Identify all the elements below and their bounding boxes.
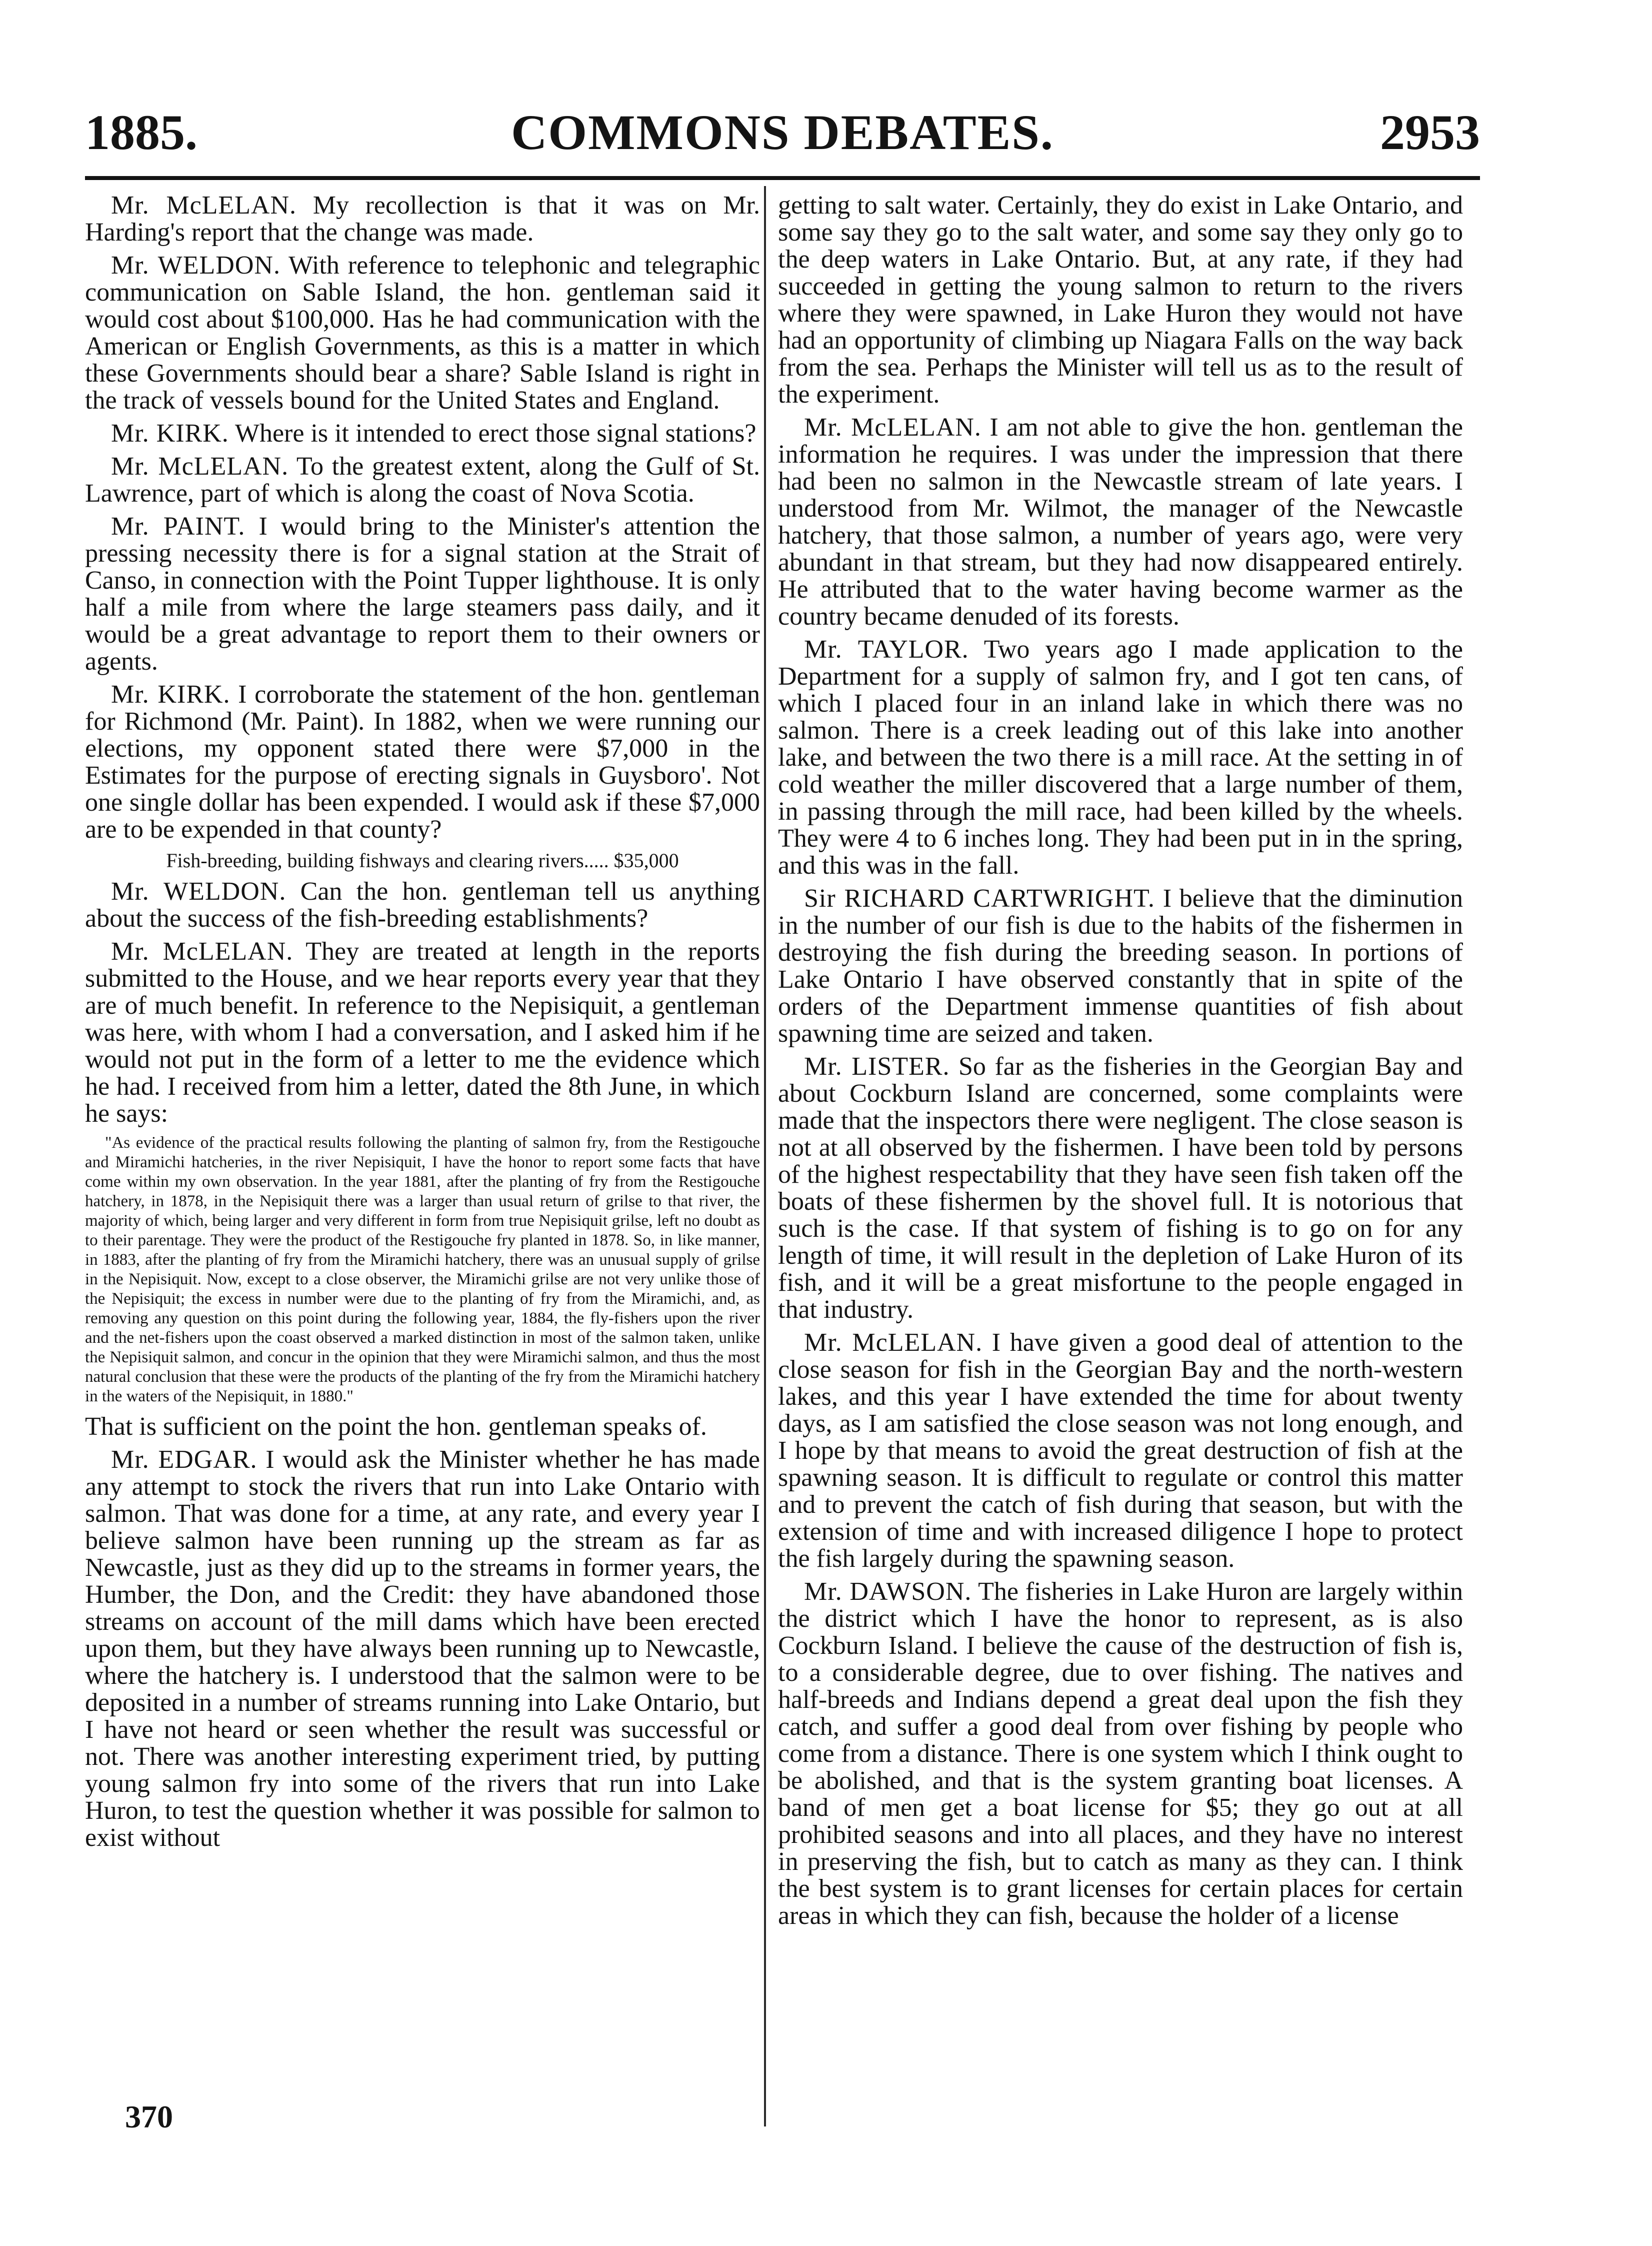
paragraph <box>85 252 760 414</box>
paragraph-text: To the greatest extent, along the Gulf of St. Lawrence, part of which is along the coast of Nova Scotia. <box>85 452 760 508</box>
column-divider <box>764 186 766 2126</box>
speaker-name: Mr. EDGAR. <box>111 1445 258 1474</box>
paragraph-text: I have given a good deal of attention to the close season for fish in the Georgian Bay and the north-western lakes, and this year I have extended the time for about twenty days, as I am satisfied the close season was not long enough, and I hope by that means to avoid the great destruction of fish at the spawning season. It is difficult to regulate or control this matter and to prevent the catch of fish during that season, but with the extension of time and with increased diligence I hope to protect the fish largely during the spawning season. <box>778 1328 1463 1573</box>
speaker-name: Mr. TAYLOR. <box>804 635 969 664</box>
speaker-name: Mr. WELDON. <box>111 251 280 280</box>
speaker-name: Mr. McLELAN. <box>804 1328 983 1357</box>
right-column <box>778 192 1463 1935</box>
page-header <box>85 105 1480 165</box>
paragraph <box>778 414 1463 630</box>
header-year: 1885. <box>85 105 198 160</box>
paragraph <box>85 453 760 507</box>
estimate-item: Fish-breeding, building fishways and clearing rivers..... $35,000 <box>166 849 679 872</box>
speaker-name: Mr. McLELAN. <box>111 937 294 966</box>
speaker-name: Mr. WELDON. <box>111 877 286 906</box>
speaker-name: Mr. DAWSON. <box>804 1577 972 1606</box>
paragraph-text: I would bring to the Minister's attention the pressing necessity there is for a signal station at the Strait of Canso, in connection with the Point Tupper lighthouse. It is only half a mile from where the large steamers pass daily, and it would be a great advantage to report them to their owners or agents. <box>85 512 760 676</box>
speaker-name: Sir RICHARD CARTWRIGHT. <box>804 884 1155 913</box>
paragraph <box>778 885 1463 1047</box>
paragraph <box>85 1446 760 1851</box>
quoted-letter: "As evidence of the practical results following the planting of salmon fry, from the Restigouche and Miramichi hatcheries, in the river Nepisiquit, I have the honor to report some facts that have come within my own observation. In the year 1881, after the planting of fry from the Restigouche hatchery, in 1878, in the Nepisiquit there was a larger than usual return of grilse to that river, the majority of which, being larger and very different in form from true Nepisiquit grilse, left no doubt as to their parentage. They were the product of the Restigouche fry planted in 1878. So, in like manner, in 1883, after the planting of fry from the Miramichi hatchery, there was an unusual supply of grilse in the Nepisiquit. Now, except to a close observer, the Miramichi grilse are not very unlike those of the Nepisiquit; the excess in number were due to the planting of fry from the Miramichi, and, as removing any question on this point during the following year, 1884, the fly-fishers upon the river and the net-fishers upon the coast observed a marked distinction in most of the salmon taken, unlike the Nepisiquit salmon, and concur in the opinion that they were Miramichi salmon, and thus the most natural conclusion that these were the products of the planting of the fry from the Miramichi hatchery in the waters of the Nepisiquit, in 1880." <box>85 1134 760 1405</box>
header-title: COMMONS DEBATES. <box>511 105 1054 160</box>
paragraph <box>85 513 760 675</box>
paragraph <box>778 636 1463 879</box>
paragraph <box>85 878 760 932</box>
paragraph <box>778 1053 1463 1323</box>
paragraph-text: I corroborate the statement of the hon. gentleman for Richmond (Mr. Paint). In 1882, when we were running our elections, my opponent stated there were $7,000 in the Estimates for the purpose of erecting signals in Guysboro'. Not one single dollar has been expended. I would ask if these $7,000 are to be expended in that county? <box>85 680 760 844</box>
paragraph-text: Two years ago I made application to the Department for a supply of salmon fry, and I got ten cans, of which I placed four in an inland lake in which there was no salmon. There is a creek leading out of this lake into another lake, and between the two there is a mill race. At the setting in of cold weather the miller discovered that a large number of them, in passing through the mill race, had been killed by the wheels. They were 4 to 6 inches long. They had been put in in the spring, and this was in the fall. <box>778 635 1464 880</box>
header-rule <box>85 176 1480 180</box>
paragraph <box>85 420 760 447</box>
signature-number: 370 <box>125 2099 173 2134</box>
paragraph-text: getting to salt water. Certainly, they do exist in Lake Ontario, and some say they go to the salt water, and some say they only go to the deep waters in Lake Ontario. But, at any rate, if they had succeeded in getting the young salmon to return to the rivers where they were spawned, in Lake Huron they would not have had an opportunity of climbing up Niagara Falls on the way back from the sea. Perhaps the Minister will tell us as to the result of the experiment. <box>778 191 1463 409</box>
paragraph-text: With reference to telephonic and telegraphic communication on Sable Island, the hon. gentleman said it would cost about $100,000. Has he had communication with the American or English Governments, as this is a matter in which these Governments should bear a share? Sable Island is right in the track of vessels bound for the United States and England. <box>85 251 760 415</box>
paragraph <box>778 192 1463 408</box>
paragraph-text: I believe that the diminution in the number of our fish is due to the habits of the fishermen in destroying the fish during the breeding season. In portions of Lake Ontario I have observed constantly that in spite of the orders of the Department immense quantities of fish about spawning time are seized and taken. <box>778 884 1463 1048</box>
paragraph-text: The fisheries in Lake Huron are largely within the district which I have the honor to represent, as is also Cockburn Island. I believe the cause of the destruction of fish is, to a considerable degree, due to over fishing. The natives and half-breeds and Indians depend a great deal upon the fish they catch, and suffer a good deal from over fishing by people who come from a distance. There is one system which I think ought to be abolished, and that is the system granting boat licenses. A band of men get a boat license for $5; they go out at all prohibited seasons and into all places, and they have no interest in preserving the fish, but to catch as many as they can. I think the best system is to grant licenses for certain places for certain areas in which they can fish, because the holder of a license <box>778 1577 1464 1930</box>
paragraph-text: Can the hon. gentleman tell us anything about the success of the fish-breeding establishments? <box>85 877 760 933</box>
paragraph-text: Where is it intended to erect those signal stations? <box>234 419 756 448</box>
speaker-name: Mr. KIRK. <box>111 419 229 448</box>
paragraph <box>778 1578 1463 1929</box>
speaker-name: Mr. McLELAN. <box>111 452 289 481</box>
paragraph <box>85 681 760 843</box>
speaker-name: Mr. KIRK. <box>111 680 230 709</box>
paragraph-text: They are treated at length in the reports submitted to the House, and we hear reports every year that they are of much benefit. In reference to the Nepisiquit, a gentleman was here, with whom I had a conversation, and I asked him if he would not put in the form of a letter to me the evidence which he had. I received from him a letter, dated the 8th June, in which he says: <box>85 937 760 1128</box>
paragraph-text: I would ask the Minister whether he has made any attempt to stock the rivers that run into Lake Ontario with salmon. That was done for a time, at any rate, and every year I believe salmon have been running up the stream as far as Newcastle, just as they did up to the streams in former years, the Humber, the Don, and the Credit: they have abandoned those streams on account of the mill dams which have been erected upon them, but they have always been running up to Newcastle, where the hatchery is. I understood that the salmon were to be deposited in a number of streams running into Lake Ontario, but I have not heard or seen whether the result was successful or not. There was another interesting experiment tried, by putting young salmon fry into some of the rivers that run into Lake Huron, to test the question whether it was possible for salmon to exist without <box>85 1445 760 1852</box>
paragraph <box>85 938 760 1127</box>
header-page-number: 2953 <box>1380 105 1480 160</box>
speaker-name: Mr. PAINT. <box>111 512 246 541</box>
speaker-name: Mr. McLELAN. <box>804 413 982 442</box>
speaker-name: Mr. McLELAN. <box>111 191 297 220</box>
paragraph-text: I am not able to give the hon. gentleman the information he requires. I was under the impression that there had been no salmon in the Newcastle stream of late years. I understood from Mr. Wilmot, the manager of the Newcastle hatchery, that those salmon, a number of years ago, were very abundant in that stream, but they had now disappeared entirely. He attributed that to the water having become warmer as the country became denuded of its forests. <box>778 413 1463 631</box>
paragraph <box>85 192 760 246</box>
speaker-name: Mr. LISTER. <box>804 1052 950 1081</box>
paragraph-text: My recollection is that it was on Mr. Harding's report that the change was made. <box>85 191 760 247</box>
paragraph <box>85 1413 760 1440</box>
paragraph <box>778 1329 1463 1572</box>
left-column <box>85 192 760 1857</box>
paragraph-text: So far as the fisheries in the Georgian Bay and about Cockburn Island are concerned, some complaints were made that the inspectors there were negligent. The close season is not at all observed by the fishermen. I have been told by persons of the highest respectability that they have seen fish taken off the boats of these fishermen by the shovel full. It is notorious that such is the case. If that system of fishing is to go on for any length of time, it will result in the depletion of Lake Huron of its fish, and it will be a great misfortune to the people engaged in that industry. <box>778 1052 1463 1324</box>
paragraph-text: That is sufficient on the point the hon. gentleman speaks of. <box>85 1412 707 1441</box>
